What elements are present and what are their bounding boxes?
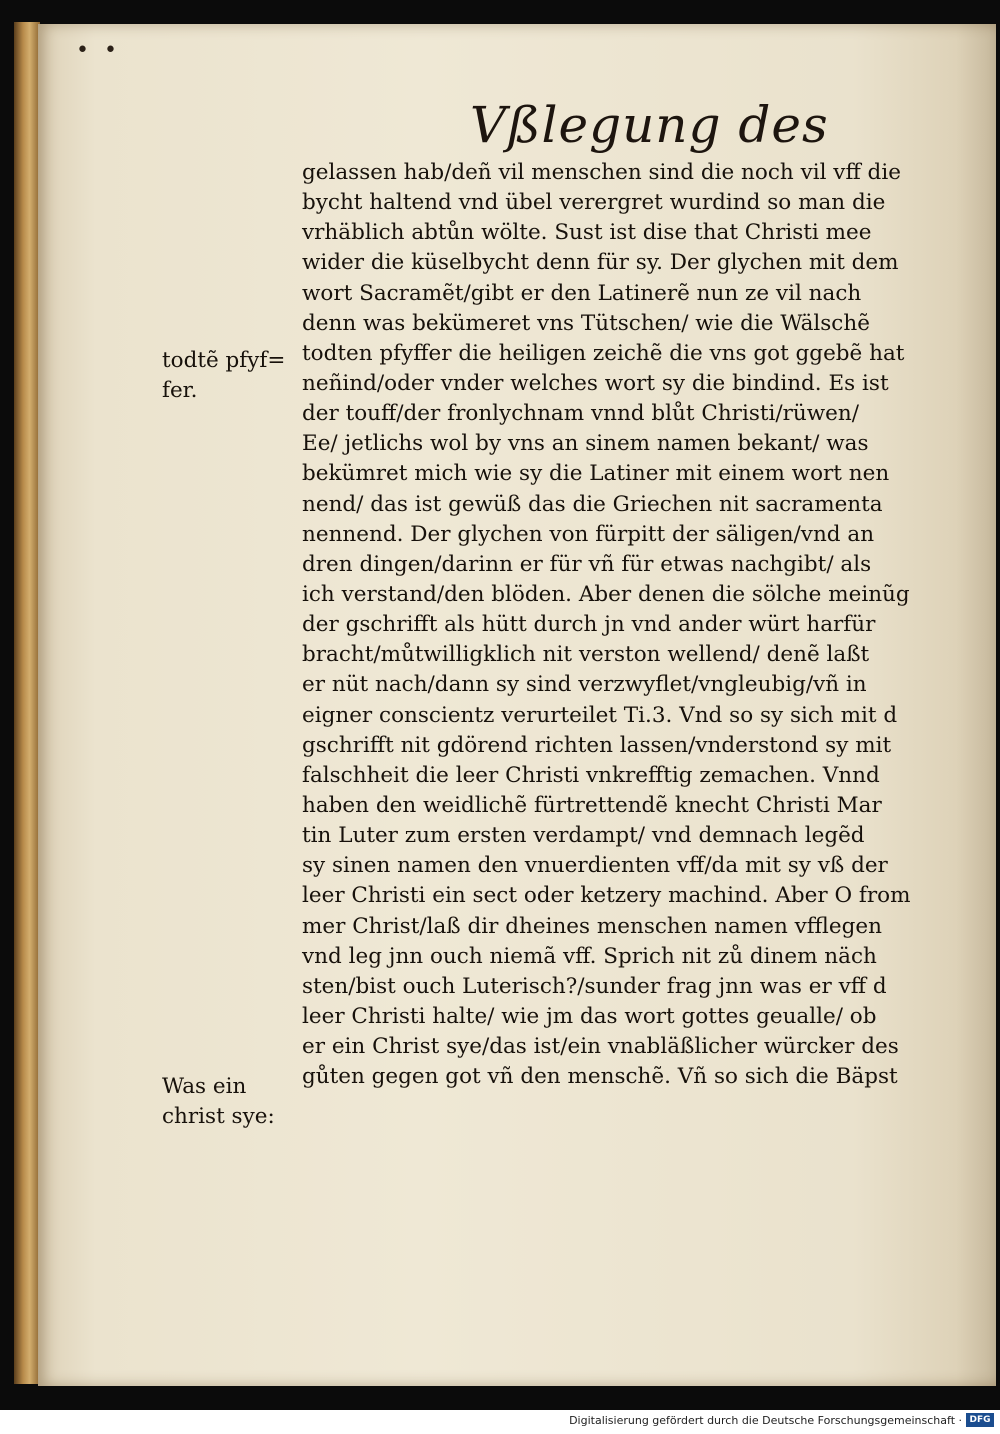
text-line: wort Sacramẽt/gibt er den Latinerẽ nun ze vil nach xyxy=(302,280,862,306)
text-line: der gschrifft als hütt durch jn vnd ander würt harfür xyxy=(302,612,876,638)
text-line: neñind/oder vnder welches wort sy die bindind. Es ist xyxy=(302,370,889,396)
gloss-line: fer. xyxy=(162,378,198,403)
text-line: sy sinen namen den vnuerdienten vff/da mit sy vß der xyxy=(302,853,888,879)
gloss-line: christ sye: xyxy=(162,1104,275,1129)
main-text-block xyxy=(302,158,972,1092)
text-line: gelassen hab/deñ vil menschen sind die noch vil vff die xyxy=(302,160,901,185)
text-line: denn was bekümeret vns Tütschen/ wie die Wälschẽ xyxy=(302,310,870,336)
text-line: mer Christ/laß dir dheines menschen namen vfflegen xyxy=(302,913,882,939)
text-line: gschrifft nit gdörend richten lassen/vnderstond sy mit xyxy=(302,732,892,758)
gloss-line: Was ein xyxy=(162,1074,247,1099)
text-line: vnd leg jnn ouch niemã vff. Sprich nit zů dinem näch xyxy=(302,943,877,969)
book-edge xyxy=(14,22,40,1384)
corner-marks: • • xyxy=(76,38,121,63)
text-line: ich verstand/den blöden. Aber denen die sölche meinũg xyxy=(302,581,910,607)
text-line: tin Luter zum ersten verdampt/ vnd demnach legẽd xyxy=(302,823,865,849)
text-line: sten/bist ouch Luterisch?/sunder frag jnn was er vff d xyxy=(302,973,887,999)
text-line: gůten gegen got vñ den menschẽ. Vñ so sich die Bäpst xyxy=(302,1064,898,1090)
text-line: er nüt nach/dann sy sind verzwyflet/vngleubig/vñ in xyxy=(302,672,867,698)
text-line: bycht haltend vnd übel verergret wurdind so man die xyxy=(302,190,886,216)
text-line: leer Christi ein sect oder ketzery machind. Aber O from xyxy=(302,883,911,909)
text-line: todten pfyffer die heiligen zeichẽ die vns got ggebẽ hat xyxy=(302,340,905,366)
text-line: bracht/můtwilligklich nit verston wellend/ denẽ laßt xyxy=(302,642,870,668)
dfg-logo: DFG xyxy=(966,1413,994,1427)
text-line: falschheit die leer Christi vnkrefftig zemachen. Vnnd xyxy=(302,762,880,788)
text-line: wider die küselbycht denn für sy. Der glychen mit dem xyxy=(302,250,899,276)
margin-gloss-was-ein-christ xyxy=(162,1072,275,1132)
text-line: Ee/ jetlichs wol by vns an sinem namen bekant/ was xyxy=(302,431,869,457)
text-line: vrhäblich abtůn wölte. Sust ist dise that Christi mee xyxy=(302,220,872,246)
text-line: nennend. Der glychen von fürpitt der säligen/vnd an xyxy=(302,521,875,547)
text-line: eigner conscientz verurteilet Ti.3. Vnd so sy sich mit d xyxy=(302,702,898,728)
text-line: haben den weidlichẽ fürtrettendẽ knecht Christi Mar xyxy=(302,792,882,818)
gloss-line: todtẽ pfyf= xyxy=(162,348,286,373)
margin-gloss-todten-pfyffer xyxy=(162,346,285,406)
running-header: Vßlegung des xyxy=(470,96,829,154)
text-line: leer Christi halte/ wie jm das wort gottes geualle/ ob xyxy=(302,1003,877,1029)
text-line: nend/ das ist gewüß das die Griechen nit sacramenta xyxy=(302,491,883,517)
text-line: der touff/der fronlychnam vnnd blůt Christi/rüwen/ xyxy=(302,401,859,427)
text-line: bekümret mich wie sy die Latiner mit einem wort nen xyxy=(302,461,890,487)
text-line: er ein Christ sye/das ist/ein vnabläßlicher würcker des xyxy=(302,1034,899,1060)
text-line: dren dingen/darinn er für vñ für etwas nachgibt/ als xyxy=(302,551,872,577)
footer-credit: Digitalisierung gefördert durch die Deutsche Forschungsgemeinschaft · xyxy=(569,1414,962,1427)
